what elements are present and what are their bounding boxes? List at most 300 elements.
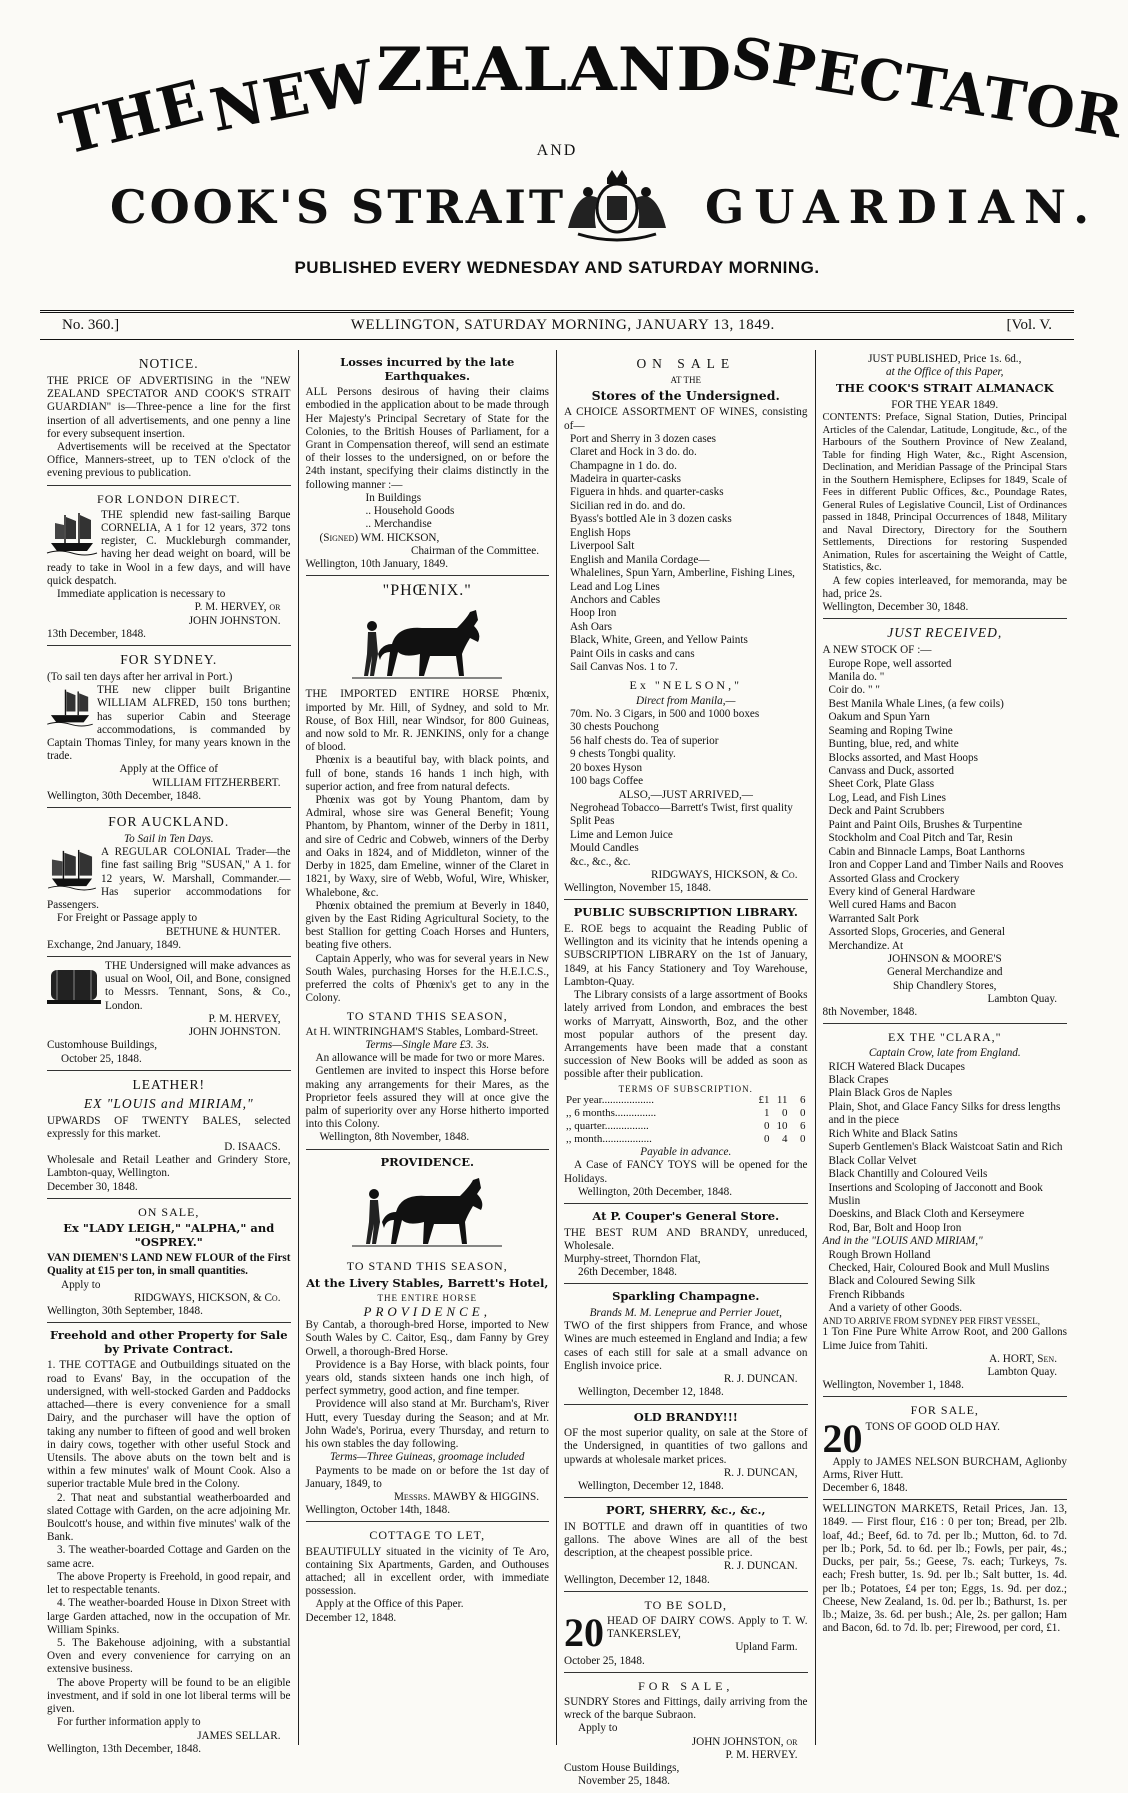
list-item: &c., &c., &c. (570, 855, 631, 868)
ad-subheading: (To sail ten days after her arrival in Port.) (47, 670, 233, 683)
list-item: 70m. No. 3 Cigars, in 500 and 1000 boxes (570, 707, 760, 720)
ad-phoenix (306, 576, 550, 1149)
list-item: Black Crapes (828, 1074, 889, 1087)
ad-heading: ON SALE (636, 356, 736, 371)
list-item: Black Chantilly and Coloured Veils (828, 1168, 988, 1181)
ad-library (564, 900, 808, 1204)
ad-sundry-stores (564, 1673, 808, 1793)
ad-body: 5. The Bakehouse adjoining, with a substantial Oven and every convenience for carrying on an extensive business. (47, 1637, 291, 1676)
ad-hay (823, 1397, 1068, 1500)
ad-body: THE Undersigned will make advances as usual on Wool, Oil, and Bone, consigned to Messrs. Tennant, Sons, & Co., London. (105, 960, 291, 1012)
ad-date: Wellington, 13th December, 1848. (47, 1742, 201, 1755)
ad-couper (564, 1204, 808, 1284)
ad-subheading: ALSO,—JUST ARRIVED,— (618, 788, 753, 801)
ad-almanack (823, 350, 1068, 619)
ad-subheading: Stores of the Undersigned. (591, 387, 780, 403)
ad-heading: EX THE "CLARA," (887, 1030, 1002, 1045)
ad-signature: BETHUNE & HUNTER. (165, 925, 281, 938)
ad-body: 1. THE COTTAGE and Outbuildings situated on the road to Evans' Bay, in the occupation of the undersigned, with well-stocked Garden and Paddocks attached—there is every convenience for a small Dairy, and the purchaser will have the option of taking any number to fifteen of good and well broken in dairy cows, together with other useful Stock and Utensils. The above abuts on the town belt and is within a few minutes' walk of Mount Cook. Also a superior tractable Mule bred in the Colony. (47, 1359, 291, 1491)
goods-list (823, 658, 1068, 954)
ad-body: THE BEST RUM AND BRANDY, unreduced, Wholesale. (564, 1226, 808, 1252)
columns (40, 350, 1074, 1788)
list-item: Black, White, Green, and Yellow Paints (570, 634, 748, 647)
ad-subheading: AND TO ARRIVE FROM SYDNEY PER FIRST VESSEL, (822, 1315, 1041, 1326)
list-item: Hoop Iron (570, 607, 617, 620)
ad-heading: Sparkling Champagne. (612, 1289, 760, 1304)
list-item: Coir do. " " (828, 684, 880, 697)
ad-subheading: EX "LOUIS and MIRIAM," (83, 1095, 254, 1111)
royal-crest-icon (558, 168, 676, 246)
list-item: And a variety of other Goods. (828, 1302, 963, 1315)
list-item: Whalelines, Spun Yarn, Amberline, Fishing Lines, Lead and Log Lines (570, 567, 795, 593)
ad-subheading: Direct from Manila,— (635, 694, 736, 707)
ad-date: December 12, 1848. (305, 1611, 397, 1624)
ad-subheading: To Sail in Ten Days. (123, 833, 214, 846)
ad-body: For Freight or Passage apply to (57, 912, 198, 925)
list-item: 9 chests Tongbi quality. (570, 748, 676, 761)
table-cell: 11 (776, 1094, 788, 1107)
ad-subheading: JUST PUBLISHED, Price 1s. 6d., (868, 353, 1022, 365)
ad-signature: JOHNSON & MOORE'S (887, 953, 1002, 966)
ad-signature: A. HORT, Sen. (989, 1352, 1057, 1365)
list-item: Split Peas (570, 815, 615, 828)
ad-signature: WILLIAM FITZHERBERT. (152, 776, 281, 789)
ad-subheading: AT THE (670, 374, 701, 385)
ad-body: Advertisements will be received at the Spectator Office, Manners-street, up to TEN o'clock of the evening previous to publication. (47, 441, 291, 480)
ad-body: HEAD OF DAIRY COWS. Apply to T. W. TANKERSLEY, (607, 1614, 808, 1641)
ad-clara (823, 1024, 1068, 1397)
ad-signature: JOHN JOHNSTON, or (691, 1735, 798, 1748)
table-cell: 6 (800, 1094, 806, 1107)
ad-champagne (564, 1284, 808, 1404)
ad-heading: PROVIDENCE. (380, 1154, 474, 1169)
list-item: Mould Candles (570, 842, 639, 855)
ad-heading: FOR SYDNEY. (120, 652, 218, 668)
list-item: Europe Rope, well assorted (828, 657, 952, 670)
ad-body: THE new clipper built Brigantine WILLIAM ALFRED, 150 tons burthen; has superior Cabin and Steerage accommodations, is commanded by Captain Thomas Tinley, for many years known in the trade. (47, 684, 291, 763)
list-item: Manila do. " (828, 670, 885, 683)
ad-body: Apply at the Office of this Paper. (315, 1598, 464, 1611)
ad-subheading: And in the "LOUIS AND MIRIAM," (822, 1235, 983, 1248)
ad-signature: (Signed) WM. HICKSON, (319, 531, 440, 544)
ad-subheading: at the Office of this Paper, (886, 366, 1004, 379)
ad-body: 1 Ton Fine Pure White Arrow Root, and 200 Gallons Lime Juice from Tahiti. (822, 1326, 1067, 1352)
ad-signature: RIDGWAYS, HICKSON, & Co. (651, 869, 798, 881)
ad-terms: Terms—Single Mare £3. 3s. (365, 1038, 490, 1051)
ad-date: October 25, 1848. (564, 1654, 645, 1667)
ad-number: 20 (822, 1415, 863, 1461)
list-item: Canvass and Duck, assorted (828, 765, 955, 778)
horse-icon (352, 604, 502, 684)
list-item: 30 chests Pouchong (570, 721, 659, 734)
ad-body: VAN DIEMEN'S LAND NEW FLOUR of the First Quality at £15 per ton, in small quantities. (47, 1252, 291, 1278)
ad-body: SUNDRY Stores and Fittings, daily arriving from the wreck of the barque Subraon. (564, 1696, 808, 1722)
ad-date: Wellington, December 12, 1848. (564, 1573, 710, 1586)
ad-body: Phœnix is a beautiful bay, with black points, and full of bone, stands 16 hands 1 inch high, with superior action, and free from natural defects. (305, 754, 549, 793)
ad-heading: JUST RECEIVED, (887, 625, 1003, 641)
table-cell: 1 (764, 1107, 770, 1120)
ad-subheading: FOR THE YEAR 1849. (891, 399, 999, 411)
ad-body: TONS OF GOOD OLD HAY. (865, 1420, 1000, 1433)
ad-signature: JAMES SELLAR. (197, 1729, 281, 1742)
list-item: Checked, Hair, Coloured Book and Mull Muslins (828, 1261, 1050, 1274)
ad-wines (564, 350, 808, 900)
list-item: Stockholm and Coal Pitch and Tar, Resin (828, 832, 1013, 845)
ad-heading: NOTICE. (138, 356, 199, 371)
ad-signature: JOHN JOHNSTON. (188, 614, 281, 627)
ad-body: TWO of the first shippers from France, and whose Wines are much esteemed in England and India; a few cases of each still for sale at a small advance on English invoice price. (564, 1320, 808, 1372)
title-word-spectator: SPECTATOR (727, 24, 1128, 152)
list-item: Anchors and Cables (570, 593, 661, 606)
ad-body: Immediate application is necessary to (57, 588, 226, 601)
list-item: Rough Brown Holland (828, 1248, 931, 1261)
ad-signature: RIDGWAYS, HICKSON, & Co. (134, 1291, 281, 1304)
ad-body: For further information apply to (57, 1716, 201, 1729)
list-item: Every kind of General Hardware (828, 885, 976, 898)
ad-date: Wellington, December 30, 1848. (822, 601, 969, 614)
list-item: Champagne in 1 do. do. (570, 459, 677, 472)
list-item: Superb Gentlemen's Black Waistcoat Satin and Rich Black Collar Velvet (828, 1141, 1063, 1167)
list-item: Rich White and Black Satins (828, 1127, 958, 1140)
ad-signature: JOHN JOHNSTON. (188, 1026, 281, 1039)
goods-list (823, 1249, 1068, 1316)
ad-heading: FOR SALE, (638, 1678, 734, 1693)
ad-subheading: TO STAND THIS SEASON, (346, 1259, 508, 1274)
list-item: Seaming and Roping Twine (828, 724, 953, 737)
ad-date: Wellington, December 12, 1848. (578, 1479, 724, 1492)
ad-body: The Library consists of a large assortment of Books lately arrived from London, and embraces the best works of Marryatt, Ainsworth, Boz, and the other most popular authors of the present day. Arrangements have been made that a constant succession of New Books will be added as soon as possible after their publication. (564, 989, 808, 1081)
table-cell: 0 (764, 1120, 770, 1133)
issue-date: WELLINGTON, SATURDAY MORNING, JANUARY 13, 1849. (350, 317, 775, 334)
ad-just-received (823, 619, 1068, 1024)
ad-body: A NEW STOCK OF :— (822, 644, 932, 657)
ad-body: Apply to JAMES NELSON BURCHAM, Aglionby Arms, River Hutt. (822, 1455, 1067, 1481)
ad-signature: Ship Chandlery Stores, (893, 979, 997, 992)
ad-subheading: TERMS OF SUBSCRIPTION. (618, 1083, 753, 1094)
table-row (564, 1133, 808, 1146)
list-item: Port and Sherry in 3 dozen cases (570, 432, 717, 445)
table-cell: 0 (800, 1133, 806, 1146)
ad-dairy-cows (564, 1592, 808, 1673)
title-word-zealand: ZEALAND (376, 35, 733, 105)
ad-heading: ON SALE, (138, 1204, 200, 1219)
list-item: French Ribbands (828, 1288, 905, 1301)
list-item: Ash Oars (570, 620, 612, 633)
list-item: Sail Canvas Nos. 1 to 7. (570, 661, 678, 674)
ad-body: OF the most superior quality, on sale at the Store of the Undersigned, in quantities of two gallons and upwards at wholesale market prices. (564, 1427, 808, 1466)
ad-body: At H. WINTRINGHAM'S Stables, Lombard-Street. (305, 1025, 539, 1038)
subscription-table (564, 1094, 808, 1146)
ad-date: Wellington, November 15, 1848. (564, 882, 711, 895)
ad-subheading: THE ENTIRE HORSE (377, 1293, 477, 1304)
list-item: Liverpool Salt (570, 540, 635, 553)
table-cell: ,, 6 months............... (566, 1107, 657, 1120)
goods-list (823, 1061, 1068, 1236)
ad-cottage (306, 1522, 550, 1628)
issue-number: No. 360.] (62, 317, 120, 334)
ad-body: E. ROE begs to acquaint the Reading Public of Wellington and its vicinity that he intends opening a SUBSCRIPTION LIBRARY on the 1st of January, 1849, at his Fancy Stationery and Toy Warehouse, Lambton-Quay. (564, 923, 808, 988)
ad-date: Wellington, 10th January, 1849. (305, 557, 449, 570)
ad-body: IN BOTTLE and drawn off in quantities of two gallons. The above Wines are all of the best description, at the cheapest possible price. (564, 1520, 808, 1560)
column-1 (40, 350, 299, 1755)
list-item: Log, Lead, and Fish Lines (828, 791, 946, 804)
ad-number: 20 (564, 1609, 604, 1655)
ad-heading: Freehold and other Property for Sale by Private Contract. (49, 1328, 288, 1356)
title-word-the: THE (53, 66, 211, 169)
ad-body: A Case of FANCY TOYS will be opened for the Holidays. (564, 1159, 808, 1185)
ad-signature: P. M. HERVEY, or (194, 601, 281, 614)
ad-body: A CHOICE ASSORTMENT OF WINES, consisting of— (564, 406, 808, 432)
list-item: Best Manila Whale Lines, (a few coils) (828, 697, 1004, 710)
ship-icon (47, 511, 97, 555)
ad-date: October 25, 1848. (61, 1052, 142, 1065)
ad-body: Providence is a Bay Horse, with black points, four years old, stands sixteen hands one inch high, of perfect symmetry, good action, and fine temper. (305, 1358, 549, 1398)
ad-signature: R. J. DUNCAN. (723, 1560, 798, 1573)
ad-body: Apply to (578, 1722, 618, 1735)
ad-earthquakes (306, 350, 550, 576)
list-item: Sicilian red in do. and do. (570, 499, 686, 512)
masthead (40, 0, 1128, 305)
ad-body: CONTENTS: Preface, Signal Station, Duties, Principal Articles of the Calendar, Latitude, Longitude, &c., of the Harbours of the Southern Province of New Zealand, Table for finding High Water, &c., Right Ascension, Declination, and Meridian Passage of the Principal Stars in the Southern Hemisphere, Eclipses for 1849, Scale of Fees in different Public Offices, &c., Poundage Rates, General Rules of Legislative Council, List of Ordinances passed in 1848, Principal Occurrences of 1848, Military and Naval Directory, Directory for the Southern Settlements, Directions for restoring Suspended Animation, Rules for ascertaining the Weight of Cattle, Statistics, &c. (822, 412, 1067, 574)
ad-subheading: Ex "NELSON," (629, 677, 742, 692)
ad-date: 26th December, 1848. (578, 1266, 677, 1279)
ad-signature: R. J. DUNCAN. (723, 1373, 798, 1386)
ad-body: Phœnix was got by Young Phantom, dam by Admiral, whose sire was General Benefit; Young Phantom, by Phantom, winner of the Derby in 1811, and sire of Cedric and Cobweb, winners of the Derby and Oaks in 1824, and of Middleton, winner of the Derby in 1825, dam Emeline, winner of the Claret in 1821, by Waxy, sire of Webb, Woful, Wire, Whisker, Whalebone, &c. (305, 794, 549, 899)
ad-heading: "PHŒNIX." (382, 582, 472, 600)
ad-body: Apply to (61, 1278, 101, 1291)
ad-markets (823, 1500, 1068, 1639)
ad-body: 2. That neat and substantial weatherboarded and slated Cottage with Garden, on the acre adjoining Mr. Boulcott's house, and within five minutes' walk of the Bank. (47, 1491, 291, 1544)
ad-body: ALL Persons desirous of having their claims embodied in the application about to be made through Her Majesty's Principal Secretary of State for the Colonies, to the British Houses of Parliament, for a Grant in Compensation thereof, will send an estimate of their losses to the undersigned, on or before the 24th instant, specifying their claims distinctly in the following manner :— (305, 386, 549, 491)
ship-icon (47, 848, 97, 890)
column-3 (557, 350, 816, 1788)
ad-body: Apply at the Office of (119, 763, 219, 776)
list-item: Blocks assorted, and Mast Hoops (828, 751, 978, 764)
ship-icon (47, 686, 93, 726)
ad-date: December 6, 1848. (822, 1482, 908, 1494)
ad-date: December 30, 1848. (47, 1180, 138, 1193)
ad-signature: P. M. HERVEY, (208, 1012, 281, 1025)
ad-subheading: At the Livery Stables, Barrett's Hotel, (306, 1275, 549, 1290)
ad-body: Phœnix obtained the premium at Beverly in 1840, given by the East Riding Agricultural Society, to the best Stallion for getting Coach Horses and Hunters, beating five others. (305, 899, 549, 952)
ad-body: UPWARDS OF TWENTY BALES, selected expressly for this market. (47, 1114, 291, 1140)
ad-body: Payments to be made on or before the 1st day of January, 1849, to (305, 1464, 549, 1490)
ad-signature: Lambton Quay. (987, 1365, 1057, 1378)
goods-list (564, 433, 808, 675)
ad-heading: LEATHER! (132, 1076, 205, 1092)
table-row (564, 1120, 808, 1133)
ad-heading: PORT, SHERRY, &c., &c., (605, 1503, 766, 1518)
ad-body: Murphy-street, Thorndon Flat, (564, 1252, 701, 1265)
ad-heading: FOR LONDON DIRECT. (97, 491, 241, 506)
ad-date: Wellington, October 14th, 1848. (305, 1504, 451, 1517)
publication-schedule: PUBLISHED EVERY WEDNESDAY AND SATURDAY MORNING. (294, 258, 820, 277)
ad-heading: OLD BRANDY!!! (633, 1409, 738, 1424)
ad-body: THE IMPORTED ENTIRE HORSE Phœnix, imported by Mr. Hill, of Sydney, and sold to Mr. Rouse, of Box Hill, near Windsor, for 800 Guineas, and now sold to Mr. R. JENKINS, only for a change of blood. (305, 688, 549, 754)
dateline (40, 310, 1074, 340)
ad-heading: TO BE SOLD, (644, 1597, 727, 1612)
ad-freehold (47, 1323, 291, 1760)
title-word-new: NEW (204, 46, 381, 146)
list-item: Deck and Paint Scrubbers (828, 805, 945, 818)
ad-body: Providence will also stand at Mr. Burcham's, River Hutt, every Tuesday during the Season; and at Mr. John Wade's, Porirua, every Thursday, and return to his own stables the day following. (305, 1398, 549, 1451)
goods-list (564, 708, 808, 789)
list-item: Insertions and Scoloping of Jacconott and Book Muslin (828, 1181, 1043, 1207)
ad-auckland (47, 808, 291, 957)
table-row (564, 1107, 808, 1120)
table-cell: 6 (800, 1120, 806, 1133)
market-prices: WELLINGTON MARKETS, Retail Prices, Jan. 13, 1849. — First flour, £16 : 0 per ton; Bread, per 2lb. loaf, 4d.; Beef, 6d. to 7d. per lb.; Mutton, 6d. to 7d. per lb.; Pork, 5d. to 6d. per lb.; Fowls, per pair, 4s.; Ducks, per pair, 5s.; Geese, 7s. each; Turkeys, 7s. each; Fresh butter, 1s. 9d. per lb.; Salt butter, 1s. 4d. per lb.; Potatoes, £4 per ton; Eggs, 1s. 9d. per doz.; Cheese, New Zealand, 1s. 0d. per lb.; Bathurst, 1s. per lb.; Maize, 3s. 6d. per bush.; Ale, 2s. per gallon; Ham and Bacon, 6d. to 7d. lb. per; Firewood, per cord, £1. (822, 1503, 1067, 1635)
ad-providence (306, 1150, 550, 1523)
table-cell: 10 (776, 1120, 788, 1133)
ad-body: Captain Apperly, who was for several years in New South Wales, purchasing Horses for the H.E.I.C.S., preferred the colts of Phœnix's get to any in the Colony. (305, 952, 549, 1005)
ad-old-brandy (564, 1405, 808, 1499)
table-cell: £1 (758, 1094, 770, 1107)
ad-signature: Lambton Quay. (987, 992, 1057, 1005)
ad-wool-advances (47, 957, 291, 1071)
ad-signature: Messrs. MAWBY & HIGGINS. (393, 1490, 539, 1503)
ad-list (306, 492, 550, 532)
horse-name: PROVIDENCE, (363, 1303, 491, 1319)
ad-heading: FOR AUCKLAND. (108, 814, 230, 830)
title-and: AND (536, 142, 578, 159)
list-item: Madeira in quarter-casks (570, 473, 681, 486)
ad-heading: THE COOK'S STRAIT ALMANACK (835, 381, 1054, 396)
ad-signature: General Merchandize and (886, 966, 1003, 979)
list-item: Warranted Salt Pork (828, 912, 919, 925)
list-item: .. Household Goods (365, 505, 455, 518)
list-item: 100 bags Coffee (570, 775, 644, 788)
list-item: Well cured Hams and Bacon (828, 899, 957, 912)
list-item: Assorted Glass and Crockery (828, 872, 960, 885)
list-item: .. Merchandise (365, 518, 432, 531)
ad-body: By Cantab, a thorough-bred Horse, imported to New South Wales by C. Caitor, Esq., dam Fanny by Grey Orwell, a thorough-Bred Horse. (305, 1319, 549, 1358)
list-item: In Buildings (365, 491, 422, 504)
ad-date: Wellington, 20th December, 1848. (578, 1185, 732, 1198)
table-cell: 4 (782, 1133, 788, 1146)
ad-signature: Chairman of the Committee. (410, 544, 539, 557)
ad-signature: R. J. DUNCAN, (723, 1466, 798, 1479)
ad-date: Wellington, November 1, 1848. (822, 1379, 964, 1392)
ad-signature: P. M. HERVEY. (725, 1748, 798, 1761)
table-row (564, 1094, 808, 1107)
horse-icon (352, 1172, 502, 1252)
ad-date: Custom House Buildings, (564, 1762, 680, 1775)
list-item: 20 boxes Hyson (570, 761, 643, 774)
ad-sydney (47, 646, 291, 808)
ad-heading: Losses incurred by the late Earthquakes. (340, 355, 515, 383)
ad-subheading: Captain Crow, late from England. (868, 1047, 1021, 1060)
column-4 (816, 350, 1075, 1745)
ad-date: Wellington, 30th September, 1848. (47, 1305, 203, 1318)
ad-body: THE PRICE OF ADVERTISING in the "NEW ZEALAND SPECTATOR AND COOK'S STRAIT GUARDIAN" is—Three-pence a line for the first insertion of all advertisements, and one penny a line for every subsequent insertion. (47, 374, 291, 440)
list-item: English Hops (570, 526, 631, 539)
ad-flour (47, 1199, 291, 1323)
title-guardian: GUARDIAN. (705, 180, 1100, 234)
ad-date: Exchange, 2nd January, 1849. (47, 938, 182, 951)
table-cell: ,, month.................. (566, 1133, 652, 1146)
list-item: Doeskins, and Black Cloth and Kerseymere (828, 1208, 1025, 1221)
goods-list (564, 802, 808, 869)
ad-date: Customhouse Buildings, (47, 1039, 158, 1052)
ad-heading: COTTAGE TO LET, (369, 1528, 486, 1543)
ad-body: 3. The weather-boarded Cottage and Garden on the same acre. (47, 1544, 291, 1570)
ad-body: 4. The weather-boarded House in Dixon Street with large Garden attached, now in the occupation of Mr. William Spinks. (47, 1597, 291, 1636)
ad-body: The above Property will be found to be an eligible investment, and if sold in one lot liberal terms will be given. (47, 1676, 291, 1716)
ad-port-sherry (564, 1498, 808, 1592)
table-cell: Per year................... (566, 1094, 654, 1107)
ad-date: 13th December, 1848. (47, 627, 146, 640)
list-item: Claret and Hock in 3 do. do. (570, 446, 697, 459)
ad-date: Wellington, 30th December, 1848. (47, 789, 201, 802)
list-item: Byass's bottled Ale in 3 dozen casks (570, 513, 732, 526)
column-2 (299, 350, 558, 1745)
ad-date: Wellington, 8th November, 1848. (319, 1131, 470, 1144)
list-item: Plain Black Gros de Naples (828, 1087, 953, 1100)
ad-signature: Upland Farm. (735, 1641, 798, 1654)
ad-subheading: Brands M. M. Leneprue and Perrier Jouet, (589, 1306, 782, 1319)
list-item: RICH Watered Black Ducapes (828, 1060, 966, 1073)
ad-london (47, 486, 291, 646)
list-item: Negrohead Tobacco—Barrett's Twist, first quality (570, 801, 793, 814)
ad-body: Wholesale and Retail Leather and Grindery Store, Lambton-quay, Wellington. (47, 1154, 291, 1180)
table-cell: ,, quarter................ (566, 1120, 649, 1133)
ad-date: Wellington, December 12, 1848. (578, 1386, 724, 1399)
title-cooks-strait: COOK'S STRAIT (110, 180, 567, 234)
list-item: Lime and Lemon Juice (570, 828, 673, 841)
ad-date: 8th November, 1848. (822, 1006, 918, 1019)
ad-body: A REGULAR COLONIAL Trader—the fine fast sailing Brig "SUSAN," A 1. for 12 years, W. Marshall, Commander.—Has superior accommodations for Passengers. (47, 846, 291, 912)
list-item: Plain, Shot, and Glace Fancy Silks for dress lengths and in the piece (828, 1100, 1061, 1127)
list-item: Oakum and Spun Yarn (828, 711, 930, 724)
ad-terms: Payable in advance. (640, 1146, 732, 1159)
table-cell: 0 (764, 1133, 770, 1146)
ad-heading: At P. Couper's General Store. (592, 1208, 780, 1223)
ad-body: An allowance will be made for two or more Mares. (315, 1052, 545, 1065)
ad-subheading: TO STAND THIS SEASON, (346, 1008, 508, 1023)
table-cell: 0 (782, 1107, 788, 1120)
ad-signature: D. ISAACS. (224, 1141, 281, 1154)
ad-body: The above Property is Freehold, in good repair, and let to respectable tenants. (47, 1570, 291, 1597)
list-item: Paint Oils in casks and cans (570, 647, 695, 660)
ad-body: BEAUTIFULLY situated in the vicinity of Te Aro, containing Six Apartments, Garden, and Outhouses attached; all in excellent order, with immediate possession. (305, 1545, 549, 1598)
ad-notice (47, 350, 291, 486)
list-item: Assorted Slops, Groceries, and General Merchandize. At (828, 926, 1005, 952)
list-item: Black and Coloured Sewing Silk (828, 1275, 976, 1288)
list-item: Figuera in hhds. and quarter-casks (570, 486, 724, 499)
list-item: English and Manila Cordage— (570, 553, 710, 566)
ad-subheading: Ex "LADY LEIGH," "ALPHA," and "OSPREY." (63, 1221, 275, 1249)
list-item: Iron and Copper Land and Timber Nails and Rooves (828, 859, 1064, 872)
list-item: Rod, Bar, Bolt and Hoop Iron (828, 1221, 962, 1234)
ad-body: A few copies interleaved, for memoranda, may be had, price 2s. (822, 574, 1067, 600)
list-item: 56 half chests do. Tea of superior (570, 734, 719, 747)
wool-bale-icon (47, 962, 101, 1006)
list-item: Cabin and Binnacle Lamps, Boat Lanthorns (828, 845, 1025, 858)
ad-heading: FOR SALE, (910, 1403, 979, 1418)
list-item: Paint and Paint Oils, Brushes & Turpentine (828, 818, 1023, 831)
ad-date: November 25, 1848. (578, 1775, 670, 1788)
list-item: Bunting, blue, red, and white (828, 738, 959, 751)
list-item: Sheet Cork, Plate Glass (828, 778, 935, 791)
ad-heading: PUBLIC SUBSCRIPTION LIBRARY. (573, 905, 798, 920)
ad-leather (47, 1071, 291, 1199)
ad-body: Gentlemen are invited to inspect this Horse before making any arrangements for their Mares, as the Proprietor feels assured they will at once give the palm of superiority over any Horse hitherto imported into this Colony. (305, 1065, 549, 1131)
table-cell: 0 (800, 1107, 806, 1120)
volume-number: [Vol. V. (1006, 317, 1052, 334)
ad-terms: Terms—Three Guineas, groomage included (329, 1451, 525, 1464)
ad-body: THE splendid new fast-sailing Barque CORNELIA, A 1 for 12 years, 372 tons register, C. Muckleburgh commander, having her dead weight on board, will be ready to take in Wool in a few days, and will have quick despatch. (47, 508, 291, 587)
